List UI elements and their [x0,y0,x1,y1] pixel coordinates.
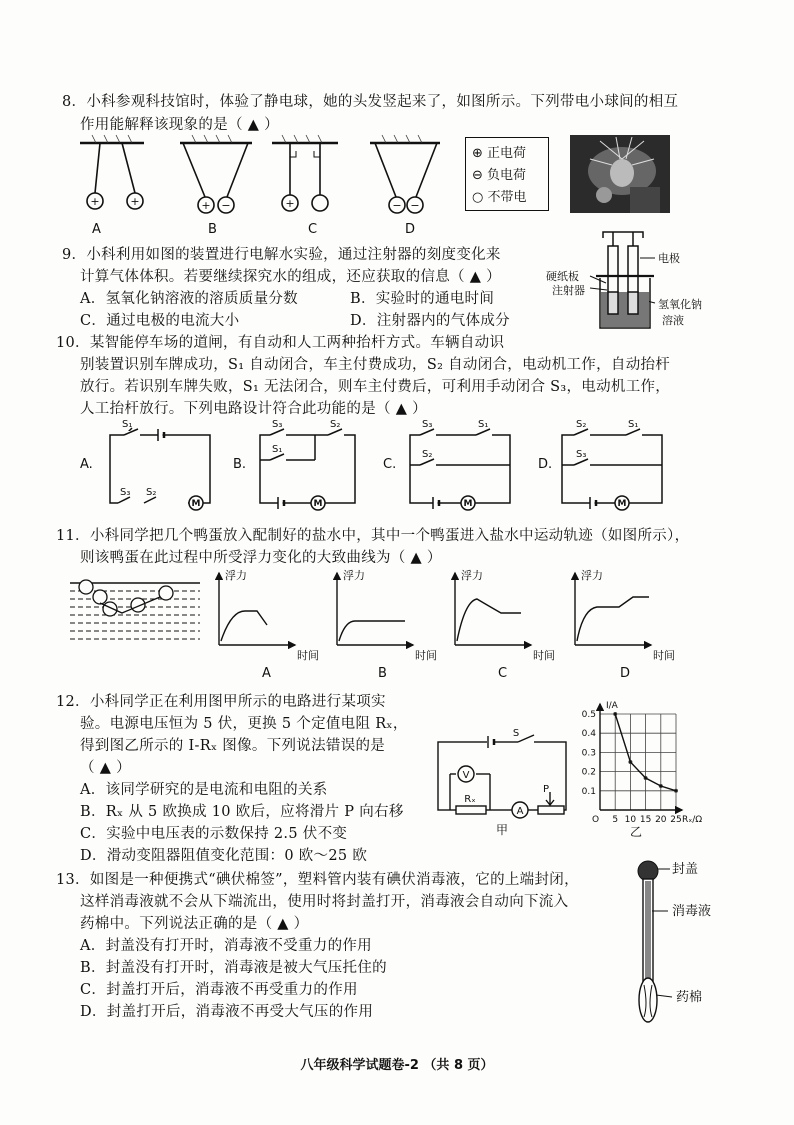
svg-text:M: M [463,499,473,509]
q10-circuit-diagrams [100,420,670,515]
svg-text:S₁: S₁ [122,419,133,430]
q10-option-d: D. [538,457,553,472]
q11-option-c: C [498,666,508,681]
x-tick-label: 25 [670,815,682,825]
y-tick-label: 0.4 [581,729,596,740]
q9-label-solution1: 氢氧化钠 [658,298,702,311]
graph-origin: O [592,815,600,825]
graph-ylabel: I/A [606,701,618,711]
q13-text-line3: 药棉中。下列说法正确的是（ ▲ ） [80,916,309,932]
svg-text:甲: 甲 [495,823,509,837]
q13-text-line1: 13．如图是一种便携式“碘伏棉签”，塑料管内装有碘伏消毒液，它的上端封闭， [56,872,579,888]
q8-pendulum-figures [80,135,440,235]
svg-text:M: M [191,499,201,509]
svg-text:S₃: S₃ [272,419,283,430]
q12-text-line2: 验。电源电压恒为 5 伏，更换 5 个定值电阻 Rₓ， [80,716,408,732]
q10-text-line1: 10．某智能停车场的道闸，有自动和人工两种抬杆方式。车辆自动识 [56,335,505,351]
svg-text:S: S [512,728,520,739]
svg-text:+: + [201,199,211,212]
q12-text-line4: （ ▲ ） [80,760,131,776]
svg-text:−: − [221,199,231,212]
q12-option-b: B．Rₓ 从 5 欧换成 10 欧后，应将滑片 P 向右移 [80,804,404,820]
q11-option-b: B [378,666,387,681]
q9-text-line1: 9．小科利用如图的装置进行电解水实验，通过注射器的刻度变化来 [62,247,501,263]
q9-electrolysis-apparatus [540,228,700,338]
q13-option-c: C．封盖打开后，消毒液不再受重力的作用 [80,982,358,998]
svg-text:S₁: S₁ [478,419,489,430]
q8-option-c: C [308,222,318,237]
q9-option-d: D．注射器内的气体成分 [350,313,510,329]
legend-neutral: ○ 不带电 [472,190,527,205]
svg-text:S₂: S₂ [576,419,587,430]
x-tick-label: 10 [624,815,637,825]
q11-egg-trajectory [70,575,200,645]
svg-text:时间: 时间 [653,649,675,662]
svg-text:S₂: S₂ [330,419,341,430]
svg-text:浮力: 浮力 [581,569,603,582]
svg-text:S₁: S₁ [628,419,639,430]
svg-text:−: − [392,199,402,212]
q8-option-a: A [92,222,101,237]
svg-text:浮力: 浮力 [225,569,247,582]
q11-buoyancy-graphs [205,565,675,665]
q8-option-d: D [405,222,416,237]
legend-positive: ⊕ 正电荷 [472,146,527,161]
y-tick-label: 0.3 [581,748,596,759]
q13-iodine-swab [630,855,740,1030]
q10-text-line2: 别装置识别车牌成功，S₁ 自动闭合，车主付费成功，S₂ 自动闭合，电动机工作，自动抬杆 [80,357,671,373]
q12-option-d: D．滑动变阻器阻值变化范围：0 欧～25 欧 [80,848,368,864]
svg-text:时间: 时间 [297,649,319,662]
q9-label-syringe: 注射器 [552,284,585,297]
svg-text:−: − [410,199,420,212]
q13-label-cotton: 药棉 [676,990,703,1005]
q10-option-b: B. [233,457,247,472]
svg-text:S₃: S₃ [120,487,131,498]
svg-text:浮力: 浮力 [461,569,483,582]
legend-negative: ⊖ 负电荷 [472,168,527,183]
q9-label-electrode: 电极 [658,252,680,265]
svg-text:V: V [462,770,470,781]
x-tick-label: 5 [612,815,619,825]
x-tick-label: 15 [639,815,652,825]
q10-text-line4: 人工抬杆放行。下列电路设计符合此功能的是（ ▲ ） [80,401,427,417]
svg-text:M: M [313,499,323,509]
q9-label-solution2: 溶液 [662,314,684,327]
svg-text:时间: 时间 [533,649,555,662]
q10-option-a: A. [80,457,93,472]
q13-label-liquid: 消毒液 [672,904,712,919]
svg-text:浮力: 浮力 [343,569,365,582]
x-tick-label: 20 [655,815,667,825]
q12-circuit-jia [430,730,580,840]
q13-option-d: D．封盖打开后，消毒液不再受大气压的作用 [80,1004,374,1020]
svg-text:P: P [542,784,550,795]
q11-text-line1: 11．小科同学把几个鸭蛋放入配制好的盐水中，其中一个鸭蛋进入盐水中运动轨迹（如图所示）， [56,528,690,544]
q10-option-c: C. [383,457,397,472]
svg-text:S₃: S₃ [422,419,433,430]
q9-label-board: 硬纸板 [546,270,579,283]
q12-option-a: A．该同学研究的是电流和电阻的关系 [80,782,328,798]
q11-option-a: A [262,666,271,681]
graph-xlabel: Rₓ/Ω [682,815,703,825]
q11-text-line2: 则该鸭蛋在此过程中所受浮力变化的大致曲线为（ ▲ ） [80,550,442,566]
y-tick-label: 0.5 [581,710,596,720]
y-tick-label: 0.1 [581,786,596,797]
q11-option-d: D [620,666,631,681]
q9-option-a: A．氢氧化钠溶液的溶质质量分数 [80,291,298,307]
svg-text:S₁: S₁ [272,444,283,455]
q12-option-c: C．实验中电压表的示数保持 2.5 伏不变 [80,826,348,842]
q13-label-cap: 封盖 [672,862,699,877]
q12-text-line3: 得到图乙所示的 I-Rₓ 图像。下列说法错误的是 [80,738,386,754]
q8-charge-legend [465,137,549,211]
q13-option-b: B．封盖没有打开时，消毒液是被大气压托住的 [80,960,387,976]
q13-text-line2: 这样消毒液就不会从下端流出，使用时将封盖打开，消毒液会自动向下流入 [80,894,569,910]
q9-option-c: C．通过电极的电流大小 [80,313,240,329]
q9-text-line2: 计算气体体积。若要继续探究水的组成，还应获取的信息（ ▲ ） [80,269,501,285]
svg-text:+: + [90,195,100,208]
svg-text:Rₓ: Rₓ [464,794,476,805]
q8-static-ball-photo [570,135,670,213]
svg-text:+: + [285,197,295,210]
q10-text-line3: 放行。若识别车牌失败，S₁ 无法闭合，则车主付费后，可利用手动闭合 S₃，电动机工作， [80,379,671,395]
y-tick-label: 0.2 [581,767,596,778]
q12-graph-yi [570,700,730,860]
svg-text:+: + [130,195,140,208]
q8-text-line2: 作用能解释该现象的是（ ▲ ） [80,117,279,133]
svg-text:S₂: S₂ [422,449,433,460]
q8-option-b: B [208,222,217,237]
q12-text-line1: 12．小科同学正在利用图甲所示的电路进行某项实 [56,694,386,710]
svg-text:A: A [516,806,524,817]
page-footer: 八年级科学试题卷-2 （共 8 页） [300,1058,494,1073]
svg-text:S₂: S₂ [146,487,157,498]
svg-text:时间: 时间 [415,649,437,662]
q9-option-b: B．实验时的通电时间 [350,291,495,307]
svg-text:S₃: S₃ [576,449,587,460]
q13-option-a: A．封盖没有打开时，消毒液不受重力的作用 [80,938,372,954]
q8-text-line1: 8．小科参观科技馆时，体验了静电球，她的头发竖起来了，如图所示。下列带电小球间的相互 [62,94,679,110]
graph-caption: 乙 [629,825,643,839]
svg-text:M: M [617,499,627,509]
